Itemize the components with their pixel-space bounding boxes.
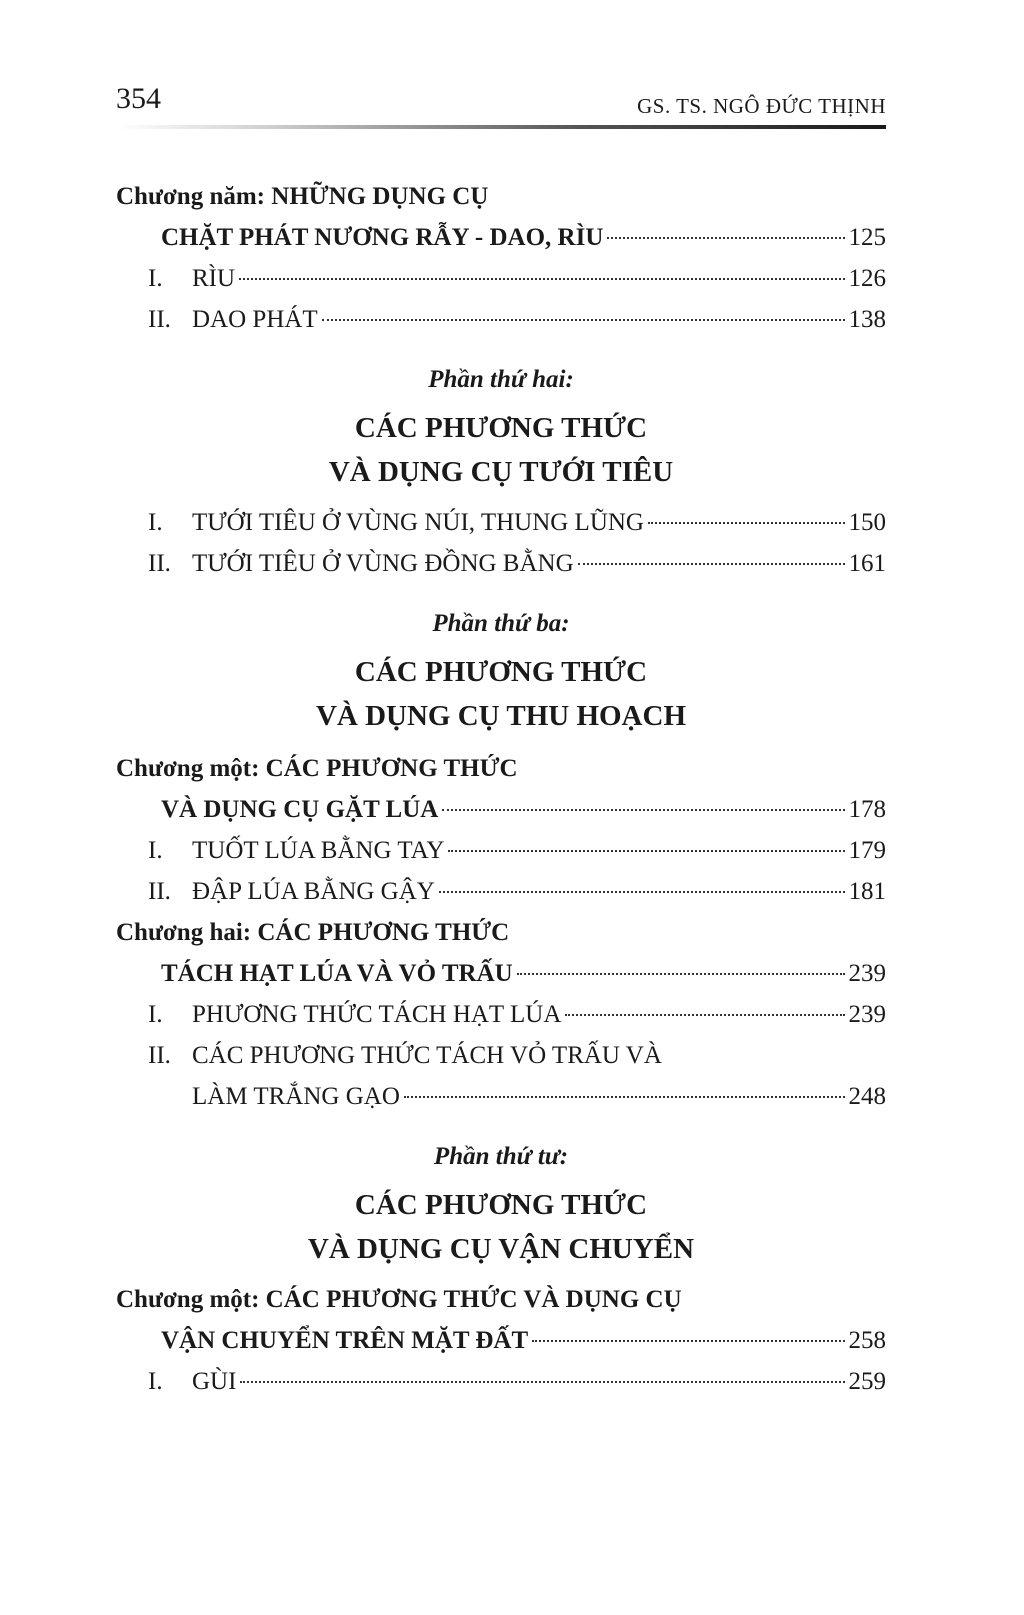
page-ref: 248 bbox=[848, 1083, 886, 1110]
page-ref: 258 bbox=[848, 1327, 886, 1354]
page-ref: 259 bbox=[848, 1368, 886, 1395]
toc-entry[interactable]: I. GÙI 259 bbox=[116, 1361, 886, 1402]
toc-entry[interactable]: I. PHƯƠNG THỨC TÁCH HẠT LÚA 239 bbox=[116, 994, 886, 1035]
toc-entry[interactable]: II. CÁC PHƯƠNG THỨC TÁCH VỎ TRẤU VÀ bbox=[148, 1042, 662, 1069]
page-ref: 179 bbox=[848, 837, 886, 864]
leader-dots bbox=[322, 319, 845, 321]
leader-dots bbox=[404, 1096, 845, 1098]
page-ref: 239 bbox=[848, 960, 886, 987]
page-number: 354 bbox=[116, 82, 161, 115]
toc-entry[interactable]: TÁCH HẠT LÚA VÀ VỎ TRẤU 239 bbox=[116, 953, 886, 994]
leader-dots bbox=[532, 1340, 844, 1342]
part-title: CÁC PHƯƠNG THỨC bbox=[354, 656, 648, 688]
leader-dots bbox=[448, 850, 844, 852]
page-ref: 178 bbox=[848, 796, 886, 823]
part-label: Phần thứ tư: bbox=[433, 1143, 569, 1170]
page-ref: 125 bbox=[848, 224, 886, 251]
leader-dots bbox=[240, 1381, 844, 1383]
part-title: VÀ DỤNG CỤ VẬN CHUYỂN bbox=[307, 1233, 695, 1265]
part-title: VÀ DỤNG CỤ TƯỚI TIÊU bbox=[328, 456, 674, 488]
toc-entry-continuation[interactable]: LÀM TRẮNG GẠO 248 bbox=[116, 1076, 886, 1117]
toc-chapter-heading: Chương năm: NHỮNG DỤNG CỤ bbox=[116, 183, 489, 210]
part-label: Phần thứ hai: bbox=[428, 366, 574, 393]
leader-dots bbox=[239, 278, 844, 280]
toc-chapter-heading: Chương một: CÁC PHƯƠNG THỨC VÀ DỤNG CỤ bbox=[116, 1286, 682, 1313]
page-header bbox=[116, 82, 886, 130]
leader-dots bbox=[442, 809, 844, 811]
page-ref: 150 bbox=[848, 509, 886, 536]
leader-dots bbox=[648, 522, 845, 524]
toc-entry[interactable]: I. TUỐT LÚA BẰNG TAY 179 bbox=[116, 830, 886, 871]
part-title: VÀ DỤNG CỤ THU HOẠCH bbox=[315, 700, 687, 732]
running-head: GS. TS. NGÔ ĐỨC THỊNH bbox=[637, 94, 886, 118]
toc-entry[interactable]: I. RÌU 126 bbox=[116, 258, 886, 299]
leader-dots bbox=[439, 891, 845, 893]
toc-entry[interactable]: I. TƯỚI TIÊU Ở VÙNG NÚI, THUNG LŨNG 150 bbox=[116, 502, 886, 543]
part-title: CÁC PHƯƠNG THỨC bbox=[354, 412, 648, 444]
page-ref: 239 bbox=[848, 1001, 886, 1028]
page-ref: 126 bbox=[848, 265, 886, 292]
toc-entry[interactable]: II. DAO PHÁT 138 bbox=[116, 299, 886, 340]
part-label: Phần thứ ba: bbox=[432, 610, 570, 637]
leader-dots bbox=[607, 237, 844, 239]
page-ref: 138 bbox=[848, 306, 886, 333]
toc-entry[interactable]: II. TƯỚI TIÊU Ở VÙNG ĐỒNG BẰNG 161 bbox=[116, 543, 886, 584]
toc-entry[interactable]: CHẶT PHÁT NƯƠNG RẪY - DAO, RÌU 125 bbox=[116, 217, 886, 258]
page-ref: 161 bbox=[848, 550, 886, 577]
leader-dots bbox=[578, 563, 845, 565]
header-rule bbox=[116, 125, 886, 129]
table-of-contents bbox=[116, 176, 886, 1402]
page-ref: 181 bbox=[848, 878, 886, 905]
toc-chapter-heading: Chương một: CÁC PHƯƠNG THỨC bbox=[116, 755, 518, 782]
toc-entry[interactable]: VẬN CHUYỂN TRÊN MẶT ĐẤT 258 bbox=[116, 1320, 886, 1361]
toc-entry[interactable]: II. ĐẬP LÚA BẰNG GẬY 181 bbox=[116, 871, 886, 912]
toc-chapter-heading: Chương hai: CÁC PHƯƠNG THỨC bbox=[116, 919, 510, 946]
part-title: CÁC PHƯƠNG THỨC bbox=[354, 1189, 648, 1221]
leader-dots bbox=[517, 973, 845, 975]
toc-entry[interactable]: VÀ DỤNG CỤ GẶT LÚA 178 bbox=[116, 789, 886, 830]
leader-dots bbox=[565, 1014, 844, 1016]
